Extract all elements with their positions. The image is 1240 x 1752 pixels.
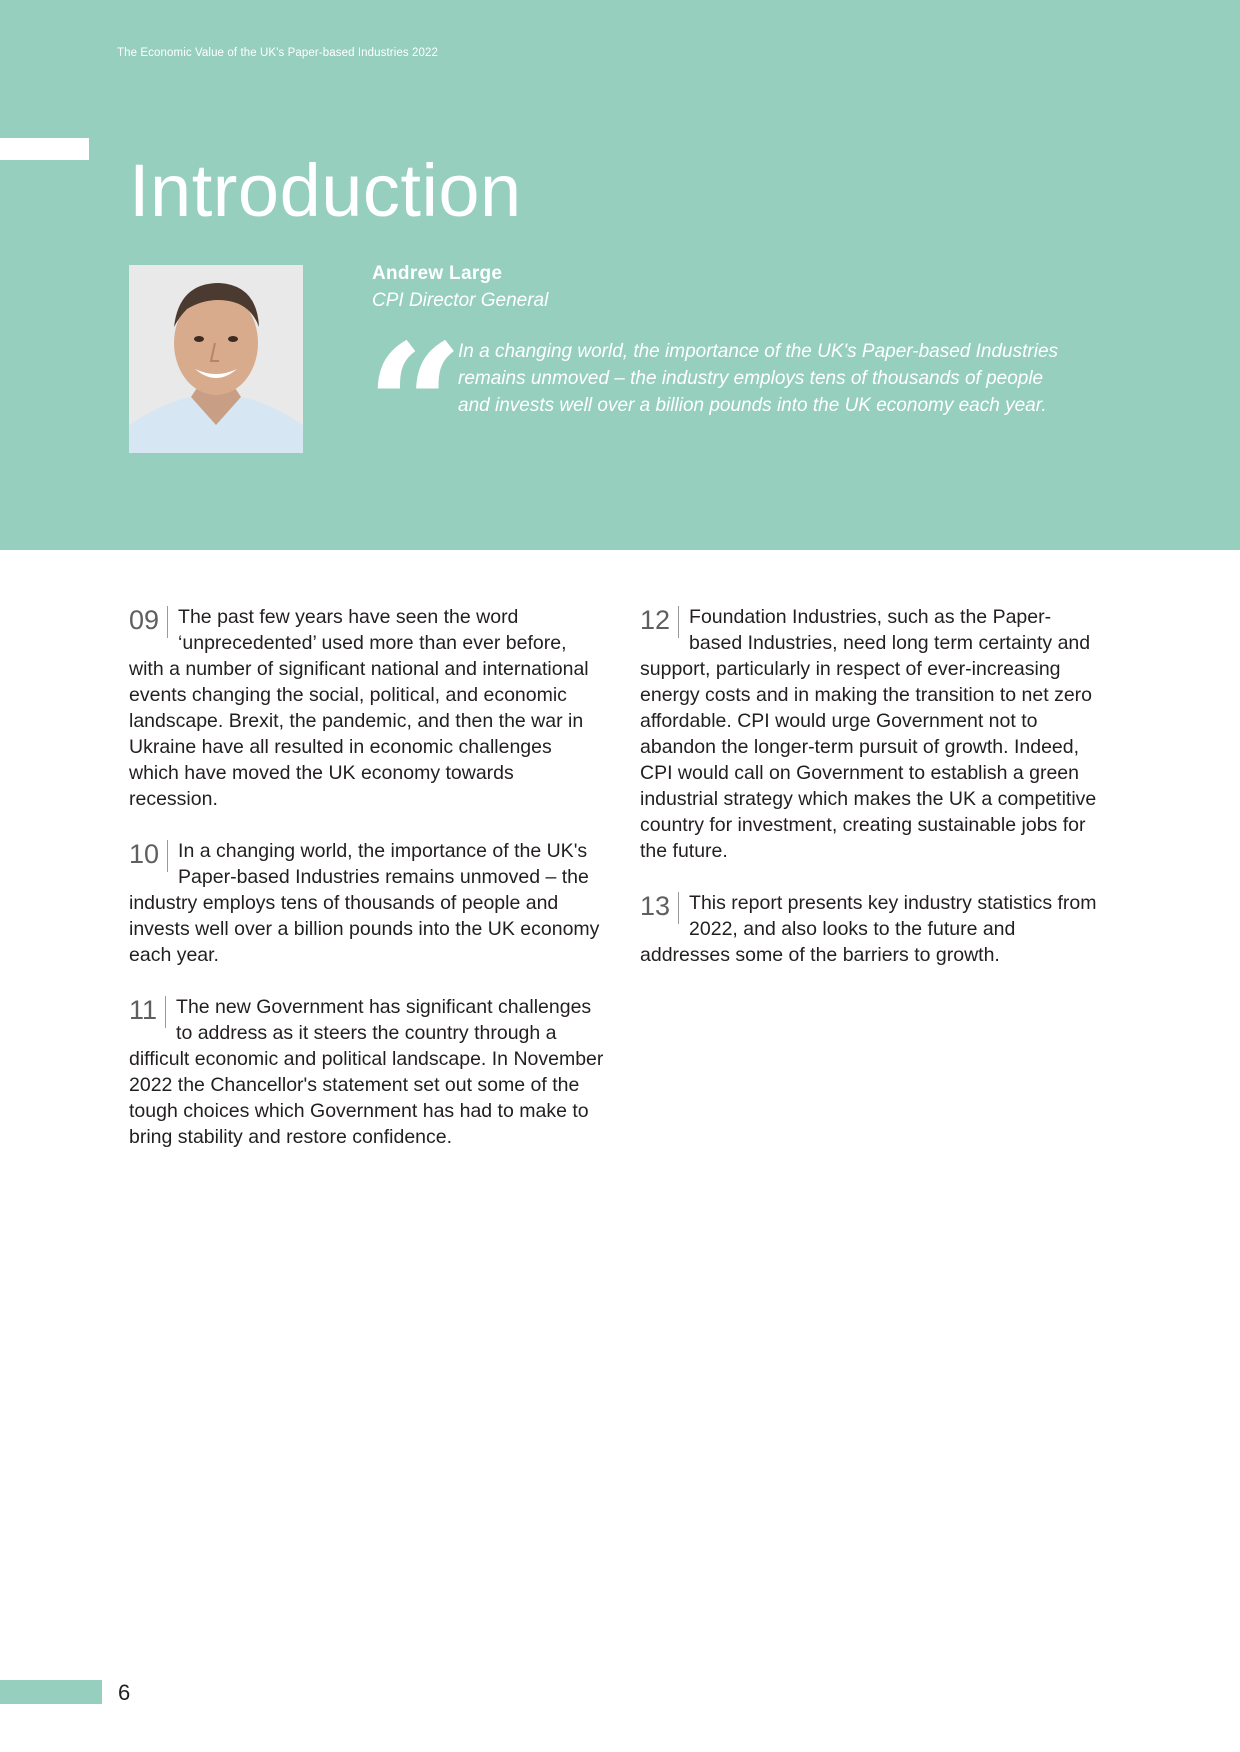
paragraph-number: 10 [129, 840, 168, 872]
pull-quote: In a changing world, the importance of the UK's Paper-based Industries remains unmoved – the industry employs tens of thousands of people and invests well over a billion pounds into the UK economy each year. [458, 341, 1059, 416]
left-column [129, 604, 605, 1176]
paragraph-text: In a changing world, the importance of the UK's Paper-based Industries remains unmoved – the industry employs tens of thousands of people and invests well over a billion pounds into the UK economy each year. [129, 840, 600, 966]
paragraph-number: 11 [129, 996, 166, 1028]
quote-mark-icon: “ [366, 307, 464, 507]
page-title: Introduction [129, 148, 522, 232]
paragraph-text: The past few years have seen the word ‘unprecedented’ used more than ever before, with a number of significant national and international events changing the social, political, and economic landscape. Brexit, the pandemic, and then the war in Ukraine have all resulted in economic challenges which have moved the UK economy towards recession. [129, 606, 589, 810]
paragraph-number: 12 [640, 606, 679, 638]
paragraph [640, 604, 1100, 864]
paragraph-number: 09 [129, 606, 168, 638]
paragraph-text: Foundation Industries, such as the Paper-based Industries, need long term certainty and support, particularly in respect of ever-increasing energy costs and in making the transition to net zero affordable. CPI would urge Government not to abandon the longer-term pursuit of growth. Indeed, CPI would call on Government to establish a green industrial strategy which makes the UK a competitive country for investment, creating sustainable jobs for the future. [640, 606, 1097, 862]
running-head: The Economic Value of the UK's Paper-based Industries 2022 [117, 47, 439, 59]
paragraph [129, 838, 605, 968]
paragraph [640, 890, 1100, 968]
page-number: 6 [118, 1680, 131, 1705]
portrait-photo-icon [129, 265, 303, 453]
paragraph [129, 604, 605, 812]
author-name: Andrew Large [372, 263, 503, 284]
author-role: CPI Director General [372, 290, 549, 311]
paragraph-text: The new Government has significant challenges to address as it steers the country through a difficult economic and political landscape. In November 2022 the Chancellor's statement set out some of the tough choices which Government has had to make to bring stability and restore confidence. [129, 996, 604, 1148]
paragraph-number: 13 [640, 892, 679, 924]
right-column [640, 604, 1100, 994]
title-accent-bar [0, 138, 89, 160]
paragraph-text: This report presents key industry statistics from 2022, and also looks to the future and addresses some of the barriers to growth. [640, 892, 1097, 966]
author-photo [129, 265, 303, 453]
footer-accent-bar [0, 1680, 102, 1704]
header-banner [0, 0, 1240, 550]
paragraph [129, 994, 605, 1150]
